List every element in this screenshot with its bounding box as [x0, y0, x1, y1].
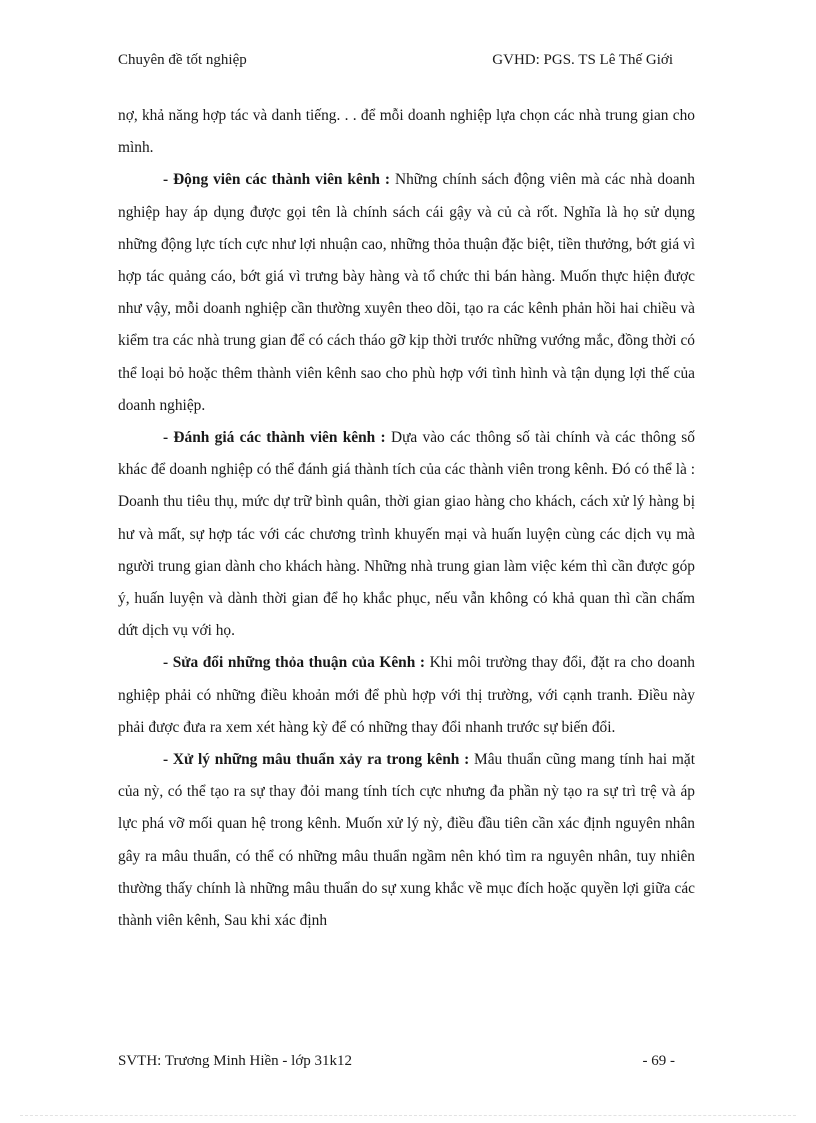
paragraph-heading: - Xử lý những mâu thuẩn xảy ra trong kênh :	[163, 751, 470, 769]
page-footer	[118, 1053, 675, 1075]
footer-author: SVTH: Trương Minh Hiền - lớp 31k12	[118, 1053, 353, 1069]
page-header	[118, 52, 673, 74]
page-bottom-divider	[20, 1115, 796, 1116]
paragraph-text: nợ, khả năng hợp tác và danh tiếng. . . để mỗi doanh nghiệp lựa chọn các nhà trung gian cho mình.	[118, 107, 695, 157]
paragraph-text: Những chính sách động viên mà các nhà doanh nghiệp hay áp dụng được gọi tên là chính sách cái gậy và củ cà rốt. Nghĩa là họ sử dụng những động lực tích cực như lợi nhuận cao, những thỏa thuận đặc biệt, tiền thưởng, bớt giá vì hợp tác quảng cáo, bớt giá vì trưng bày hàng và tổ chức thi bán hàng. Muốn thực hiện được như vậy, mỗi doanh nghiệp cần thường xuyên theo dõi, tạo ra các kênh phản hồi hai chiều và kiểm tra các nhà trung gian để có cách tháo gỡ kịp thời trước những vướng mắc, đồng thời có thể loại bỏ hoặc thêm thành viên kênh sao cho phù hợp với tình hình và tận dụng lợi thế của doanh nghiệp.	[118, 171, 695, 414]
document-body	[118, 100, 695, 937]
paragraph-heading: - Động viên các thành viên kênh :	[163, 171, 391, 189]
paragraph-text: Khi môi trường thay đổi, đặt ra cho doanh nghiệp phải có những điều khoản mới để phù hợp với thị trường, với cạnh tranh. Điều này phải được đưa ra xem xét hàng kỳ để có những thay đổi nhanh trước sự biến đổi.	[118, 654, 695, 736]
header-title: Chuyên đề tốt nghiệp	[118, 52, 247, 68]
paragraph-evaluate-members	[118, 422, 695, 647]
paragraph-continuation	[118, 100, 695, 164]
paragraph-heading: - Sửa đổi những thỏa thuận của Kênh :	[163, 654, 425, 672]
header-advisor: GVHD: PGS. TS Lê Thế Giới	[492, 52, 673, 68]
paragraph-heading: - Đánh giá các thành viên kênh :	[163, 429, 386, 447]
paragraph-text: Mâu thuẩn cũng mang tính hai mặt của nỳ, có thể tạo ra sự thay đỏi mang tính tích cực nhưng đa phần nỳ tạo ra sự trì trệ và áp lực phá vỡ mối quan hệ trong kênh. Muốn xử lý nỳ, điều đầu tiên cần xác định nguyên nhân gây ra mâu thuẩn, có thể có những mâu thuẩn ngầm nên khó tìm ra nguyên nhân, tuy nhiên thường thấy chính là những mâu thuẩn do sự xung khắc về mục đích hoặc quyền lợi giữa các thành viên kênh, Sau khi xác định	[118, 751, 696, 930]
paragraph-resolve-conflicts	[118, 744, 695, 937]
page-number: - 69 -	[642, 1053, 675, 1069]
paragraph-motivate-members	[118, 164, 695, 422]
paragraph-modify-agreements	[118, 647, 695, 744]
paragraph-text: Dựa vào các thông số tài chính và các thông số khác để doanh nghiệp có thể đánh giá thành tích của các thành viên trong kênh. Đó có thể là : Doanh thu tiêu thụ, mức dự trữ bình quân, thời gian giao hàng cho khách, cách xử lý hàng bị hư và mất, sự hợp tác với các chương trình khuyến mại và huấn luyện cùng các dịch vụ mà người trung gian dành cho khách hàng. Những nhà trung gian làm việc kém thì cần được góp ý, huấn luyện và dành thời gian để họ khắc phục, nếu vẫn không có khả quan thì cần chấm dứt dịch vụ với họ.	[118, 429, 695, 640]
